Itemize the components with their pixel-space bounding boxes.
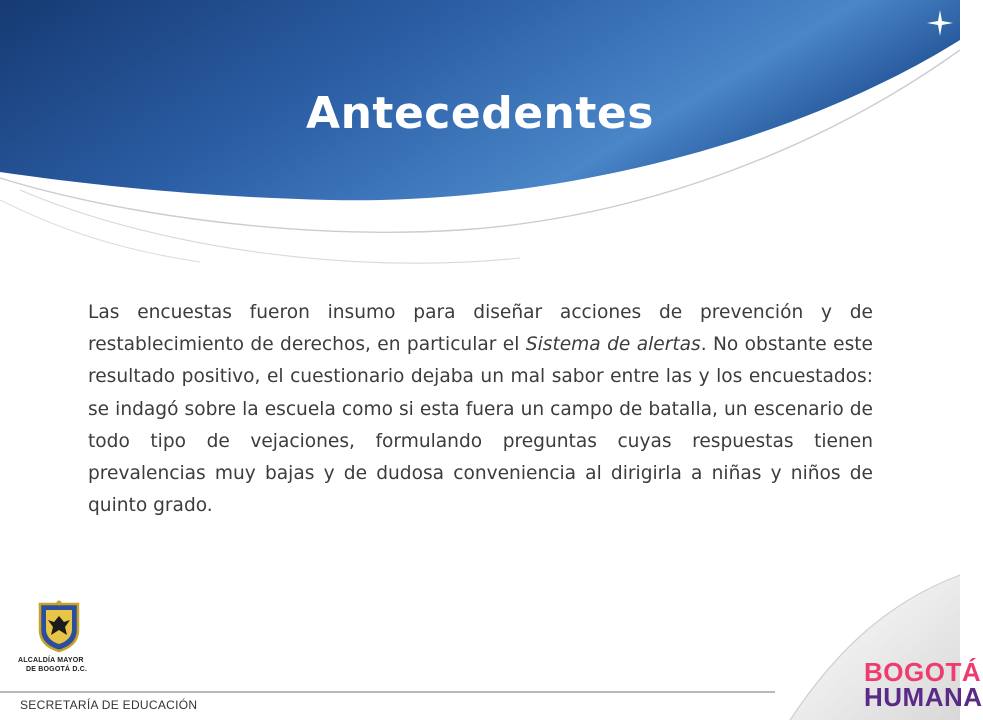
bogota-humana-logo-line-1: BOGOTÁ [864,657,982,687]
body-paragraph [88,297,873,522]
alcaldia-line-1: ALCALDÍA MAYOR [18,657,84,664]
alcaldia-line-2: DE BOGOTÁ D.C. [26,666,88,673]
body-text-part-1: Las encuestas fueron insumo para diseñar acciones de prevención y de restablecimiento de derechos, en particular el [88,302,873,356]
body-text-part-2: . No obstante este resultado positivo, el cuestionario dejaba un mal sabor entre las y los encuestados: se indagó sobre la escuela como si esta fuera un campo de batalla, un escenario de todo tipo de vejaciones, formulando preguntas cuyas respuestas tienen prevalencias muy bajas y de dudosa conveniencia al dirigirla a niñas y niños de quinto grado. [88,334,873,517]
sistema-de-alertas-emphasis: Sistema de alertas [525,334,701,356]
secretaria-label: SECRETARÍA DE EDUCACIÓN [20,698,198,712]
sparkle-icon [927,10,953,36]
bogota-crest-icon [36,600,82,652]
slide-title: Antecedentes [306,88,654,139]
bogota-humana-logo-line-2: HUMANA [864,682,983,712]
header-banner [0,0,960,300]
